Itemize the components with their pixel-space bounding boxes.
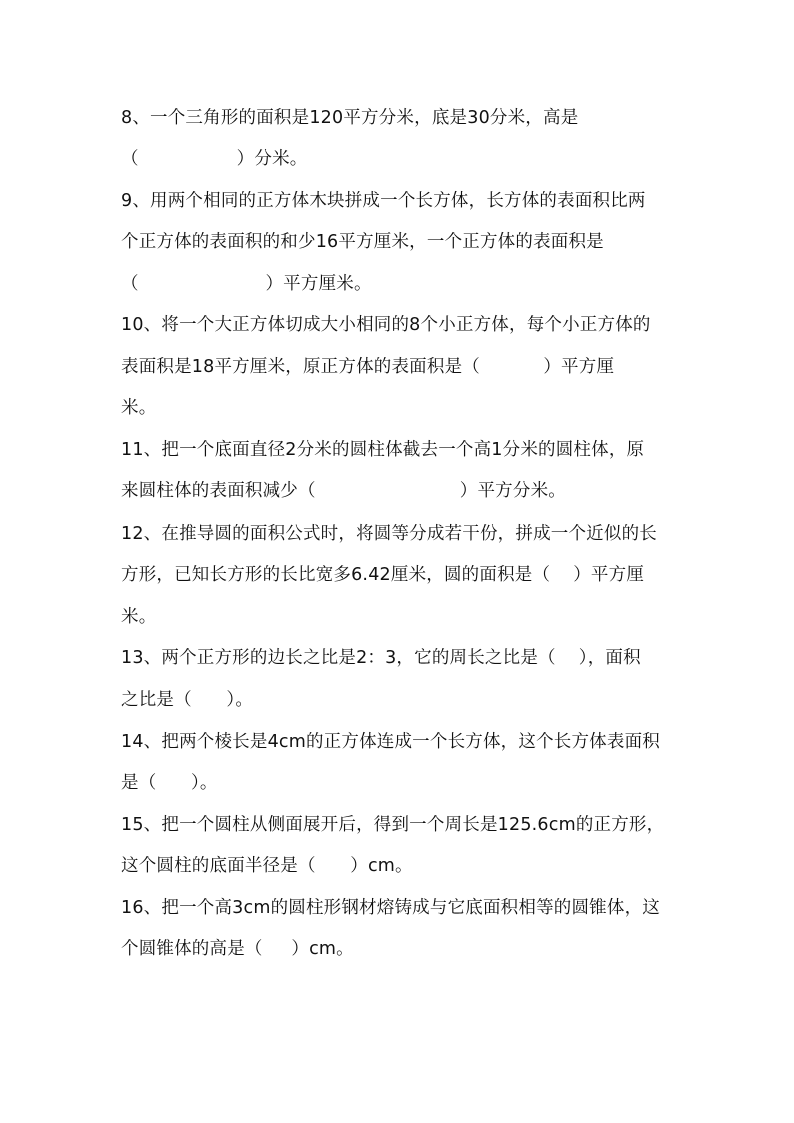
question-12-line-3: 米。 <box>121 607 157 627</box>
question-15-line-1: 15、把一个圆柱从侧面展开后，得到一个周长是125.6cm的正方形， <box>121 815 665 835</box>
question-9-line-2: 个正方体的表面积的和少16平方厘米，一个正方体的表面积是 <box>121 232 604 252</box>
question-12-line-2: 方形，已知长方形的长比宽多6.42厘米，圆的面积是（ ）平方厘 <box>121 565 645 585</box>
question-14-line-1: 14、把两个棱长是4cm的正方体连成一个长方体，这个长方体表面积 <box>121 732 660 752</box>
question-9-line-1: 9、用两个相同的正方体木块拼成一个长方体，长方体的表面积比两 <box>121 191 646 211</box>
question-16-line-1: 16、把一个高3cm的圆柱形钢材熔铸成与它底面积相等的圆锥体，这 <box>121 898 660 918</box>
question-8-line-2: （ ）分米。 <box>121 149 308 169</box>
question-14-line-2: 是（ ）。 <box>121 773 218 793</box>
question-13-line-1: 13、两个正方形的边长之比是2：3，它的周长之比是（ ），面积 <box>121 648 641 668</box>
question-11-line-1: 11、把一个底面直径2分米的圆柱体截去一个高1分米的圆柱体，原 <box>121 440 645 460</box>
question-13-line-2: 之比是（ ）。 <box>121 690 254 710</box>
question-10-line-3: 米。 <box>121 398 157 418</box>
question-8-line-1: 8、一个三角形的面积是120平方分米，底是30分米，高是 <box>121 108 579 128</box>
question-10-line-2: 表面积是18平方厘米，原正方体的表面积是（ ）平方厘 <box>121 357 615 377</box>
question-16-line-2: 个圆锥体的高是（ ）cm。 <box>121 939 354 959</box>
question-9-line-3: （ ）平方厘米。 <box>121 274 372 294</box>
question-12-line-1: 12、在推导圆的面积公式时，将圆等分成若干份，拼成一个近似的长 <box>121 524 657 544</box>
question-10-line-1: 10、将一个大正方体切成大小相同的8个小正方体，每个小正方体的 <box>121 315 651 335</box>
question-15-line-2: 这个圆柱的底面半径是（ ）cm。 <box>121 856 413 876</box>
question-11-line-2: 来圆柱体的表面积减少（ ）平方分米。 <box>121 481 566 501</box>
